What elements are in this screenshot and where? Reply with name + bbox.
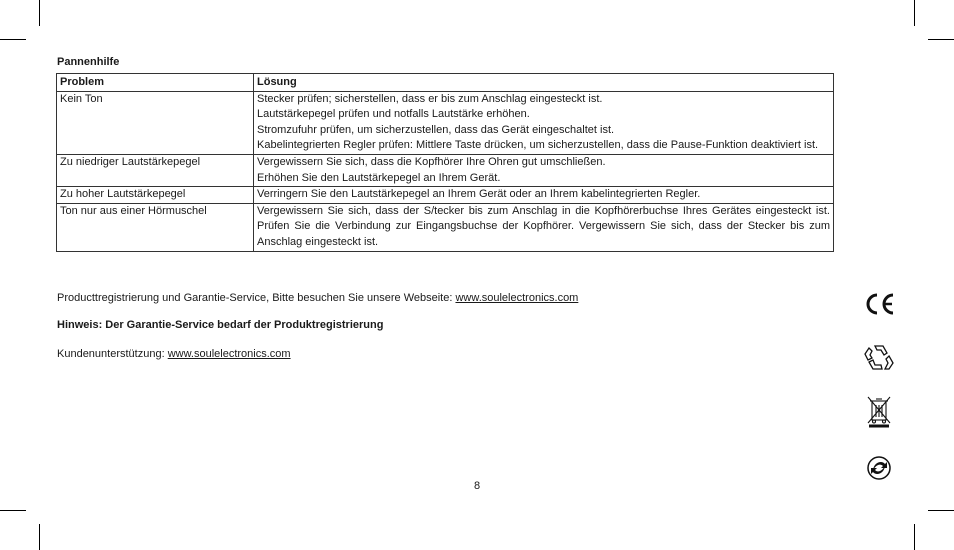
crop-mark xyxy=(914,524,915,550)
solution-line: Kabelintegrierten Regler prüfen: Mittlere Taste drücken, um sicherzustellen, dass die Pause-Funktion deaktiviert ist. xyxy=(257,139,819,152)
recycle-icon xyxy=(862,341,896,373)
support-line xyxy=(57,348,291,360)
solution-line: Stromzufuhr prüfen, um sicherzustellen, dass das Gerät eingeschaltet ist. xyxy=(257,123,615,136)
solution-line: Vergewissern Sie sich, dass der S/tecker bis zum Anschlag in die Kopfhörerbuchse Ihres Gerätes eingesteckt ist. Prüfen Sie die Verbindung zur Eingangsbuchse der Kopfhörer. Vergewissern Sie sich, dass der Stecker bis zum Anschlag eingesteckt ist. xyxy=(257,204,830,248)
page-number: 8 xyxy=(473,480,481,492)
problem-cell: Ton nur aus einer Hörmuschel xyxy=(57,203,254,251)
section-title: Pannenhilfe xyxy=(57,56,120,68)
solution-cell xyxy=(254,203,834,251)
crop-mark xyxy=(928,39,954,40)
table-row xyxy=(57,154,834,186)
ce-mark-icon xyxy=(862,288,896,320)
table-header-row xyxy=(57,74,834,92)
solution-line: Lautstärkepegel prüfen und notfalls Lautstärke erhöhen. xyxy=(257,108,530,121)
problem-cell: Zu niedriger Lautstärkepegel xyxy=(57,154,254,186)
weee-crossed-bin-icon xyxy=(862,396,896,428)
table-row xyxy=(57,203,834,251)
crop-mark xyxy=(928,510,954,511)
warranty-note: Hinweis: Der Garantie-Service bedarf der Produktregistrierung xyxy=(57,319,384,331)
problem-cell: Zu hoher Lautstärkepegel xyxy=(57,187,254,204)
registration-text: Producttregistrierung und Garantie-Service, Bitte besuchen Sie unsere Webseite: xyxy=(57,292,456,304)
table-row xyxy=(57,91,834,154)
crop-mark xyxy=(0,39,26,40)
troubleshooting-table xyxy=(56,73,834,252)
solution-cell xyxy=(254,187,834,204)
support-link[interactable]: www.soulelectronics.com xyxy=(167,348,291,360)
header-problem: Problem xyxy=(57,74,254,92)
crop-mark xyxy=(39,524,40,550)
solution-line: Verringern Sie den Lautstärkepegel an Ihrem Gerät oder an Ihrem kabelintegrierten Regler. xyxy=(257,188,701,201)
solution-line: Vergewissern Sie sich, dass die Kopfhörer Ihre Ohren gut umschließen. xyxy=(257,155,606,168)
registration-line xyxy=(57,292,578,304)
problem-cell: Kein Ton xyxy=(57,91,254,154)
solution-line: Stecker prüfen; sicherstellen, dass er bis zum Anschlag eingesteckt ist. xyxy=(257,92,603,105)
solution-line: Erhöhen Sie den Lautstärkepegel an Ihrem Gerät. xyxy=(257,171,501,184)
crop-mark xyxy=(0,510,26,511)
header-solution: Lösung xyxy=(254,74,834,92)
solution-cell xyxy=(254,91,834,154)
solution-cell xyxy=(254,154,834,186)
support-text: Kundenunterstützung: xyxy=(57,348,168,360)
registration-link[interactable]: www.soulelectronics.com xyxy=(455,292,579,304)
green-dot-icon xyxy=(862,452,896,484)
crop-mark xyxy=(39,0,40,26)
crop-mark xyxy=(914,0,915,26)
table-row xyxy=(57,187,834,204)
